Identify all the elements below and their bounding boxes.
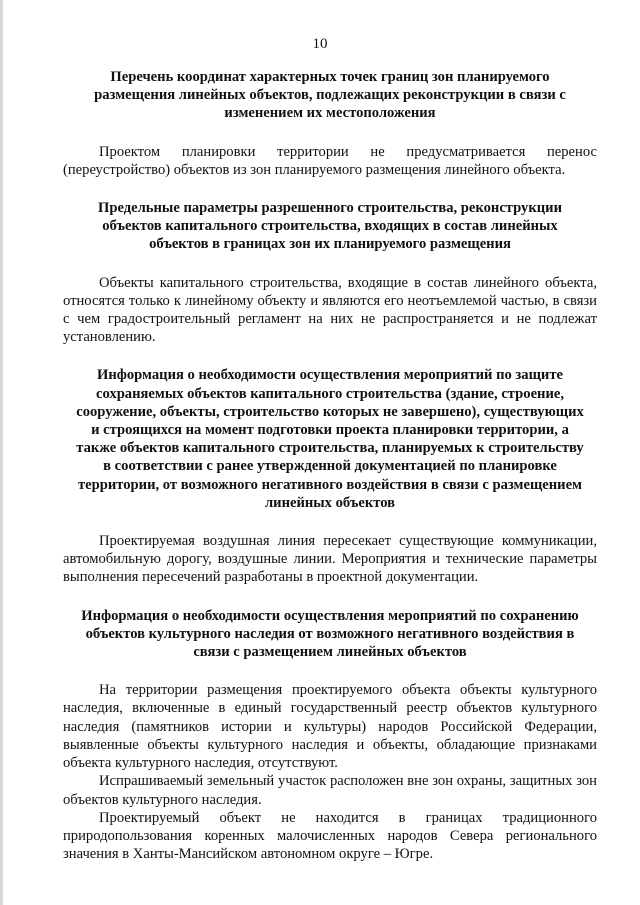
- section-heading: Информация о необходимости осуществления мероприятий по сохранению объектов культурного наследия от возможного негативного воздействия в связи с размещением линейных объектов: [81, 607, 579, 661]
- page-number: 10: [312, 36, 328, 52]
- paragraph: Проектируемая воздушная линия пересекает существующие коммуникации, автомобильную дорогу, воздушные линии. Мероприятия и технические параметры выполнения пересечений разработаны в проектной документации.: [63, 533, 597, 586]
- section-cultural-heritage: [63, 607, 597, 864]
- document-body: [63, 68, 597, 863]
- paragraph: Проектируемый объект не находится в границах традиционного природопользования коренных малочисленных народов Севера регионального значения в Ханты-Мансийском автономном округе – Югре.: [63, 809, 597, 863]
- section-heading: Информация о необходимости осуществления мероприятий по защите сохраняемых объектов капитального строительства (здание, строение, сооружение, объекты, строительство которых не завершено), существующих и строящихся на момент подготовки проекта планировки территории, а также объектов капитального строительства, планируемых к строительству в соответствии с ранее утвержденной документацией по планировке территории, от возможного негативного воздействия в связи с размещением линейных объектов: [76, 367, 584, 511]
- section-heading: Перечень координат характерных точек границ зон планируемого размещения линейных объектов, подлежащих реконструкции в связи с изменением их местоположения: [94, 69, 566, 122]
- paragraph: Испрашиваемый земельный участок расположен вне зон охраны, защитных зон объектов культурного наследия.: [63, 773, 597, 808]
- section-heading: Предельные параметры разрешенного строительства, реконструкции объектов капитального строительства, входящих в состав линейных объектов в границах зон их планируемого размещения: [98, 200, 562, 253]
- section-construction-parameters: [63, 199, 597, 346]
- section-protection-measures: [63, 366, 597, 586]
- paragraph: Проектом планировки территории не предусматривается перенос (переустройство) объектов из зон планируемого размещения линейного объекта.: [63, 143, 597, 178]
- scan-edge: [0, 0, 3, 905]
- section-coordinates: [63, 68, 597, 179]
- paragraph: Объекты капитального строительства, входящие в состав линейного объекта, относятся только к линейному объекту и являются его неотъемлемой частью, в связи с чем градостроительный регламент на них не распространяется и не подлежат установлению.: [63, 274, 597, 346]
- paragraph: На территории размещения проектируемого объекта объекты культурного наследия, включенные в единый государственный реестр объектов культурного наследия (памятников истории и культуры) народов Российской Федерации, выявленные объекты культурного наследия и объекты, обладающие признаками объекта культурного наследия, отсутствуют.: [63, 682, 597, 772]
